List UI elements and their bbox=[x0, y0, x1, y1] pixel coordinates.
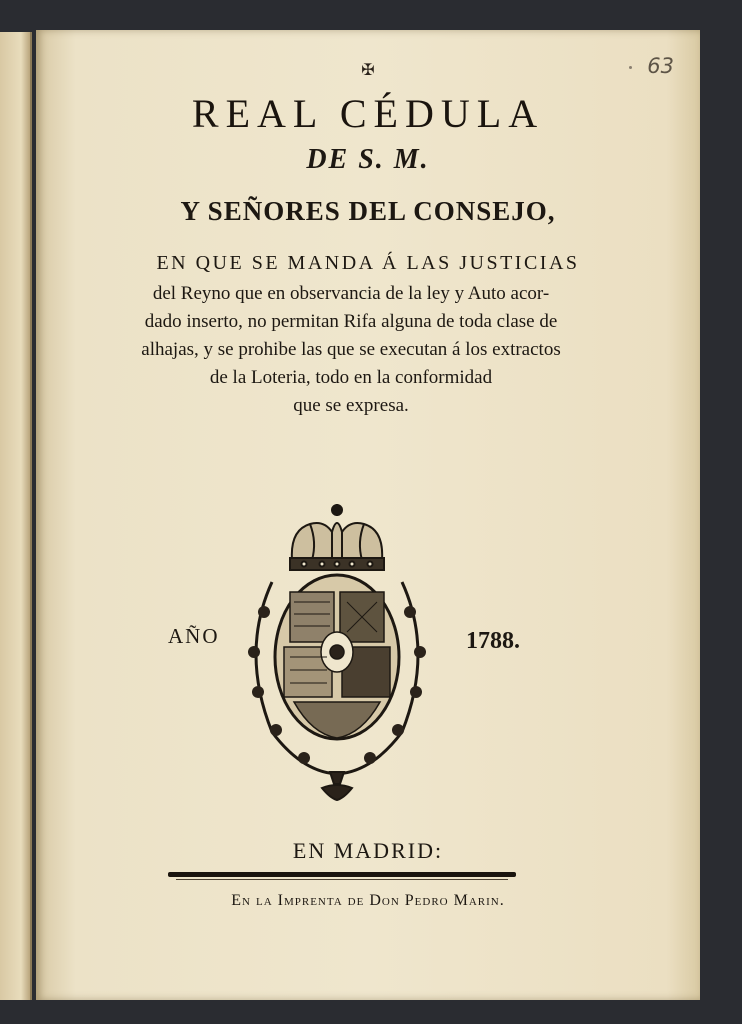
title-page bbox=[36, 30, 700, 1000]
year-value: 1788. bbox=[466, 628, 520, 654]
imprint-line: En la Imprenta de Don Pedro Marin. bbox=[231, 892, 505, 909]
title-line-2: DE S. M. bbox=[306, 144, 430, 175]
city-line: EN MADRID: bbox=[292, 838, 444, 863]
title-line-1: REAL CÉDULA bbox=[191, 91, 545, 136]
left-page-edge bbox=[0, 32, 32, 1000]
rule-thin bbox=[176, 879, 508, 880]
body-line: que se expresa. bbox=[293, 395, 409, 416]
subtitle-caps: EN QUE SE MANDA Á LAS JUSTICIAS bbox=[156, 252, 580, 274]
body-line: alhajas, y se prohibe las que se executan á los extractos bbox=[141, 339, 561, 360]
body-text bbox=[108, 280, 594, 420]
royal-coat-of-arms-icon bbox=[232, 502, 442, 802]
body-line: dado inserto, no permitan Rifa alguna de toda clase de bbox=[144, 311, 558, 332]
title-line-3: Y SEÑORES DEL CONSEJO, bbox=[180, 196, 556, 226]
cross-icon: ✠ bbox=[361, 60, 375, 79]
body-line: de la Loteria, todo en la conformidad bbox=[209, 367, 493, 388]
rule-thick bbox=[168, 872, 516, 877]
year-label: AÑO bbox=[168, 624, 220, 648]
body-line: del Reyno que en observancia de la ley y Auto acor- bbox=[152, 283, 550, 304]
folio-number: 63 bbox=[647, 54, 674, 78]
